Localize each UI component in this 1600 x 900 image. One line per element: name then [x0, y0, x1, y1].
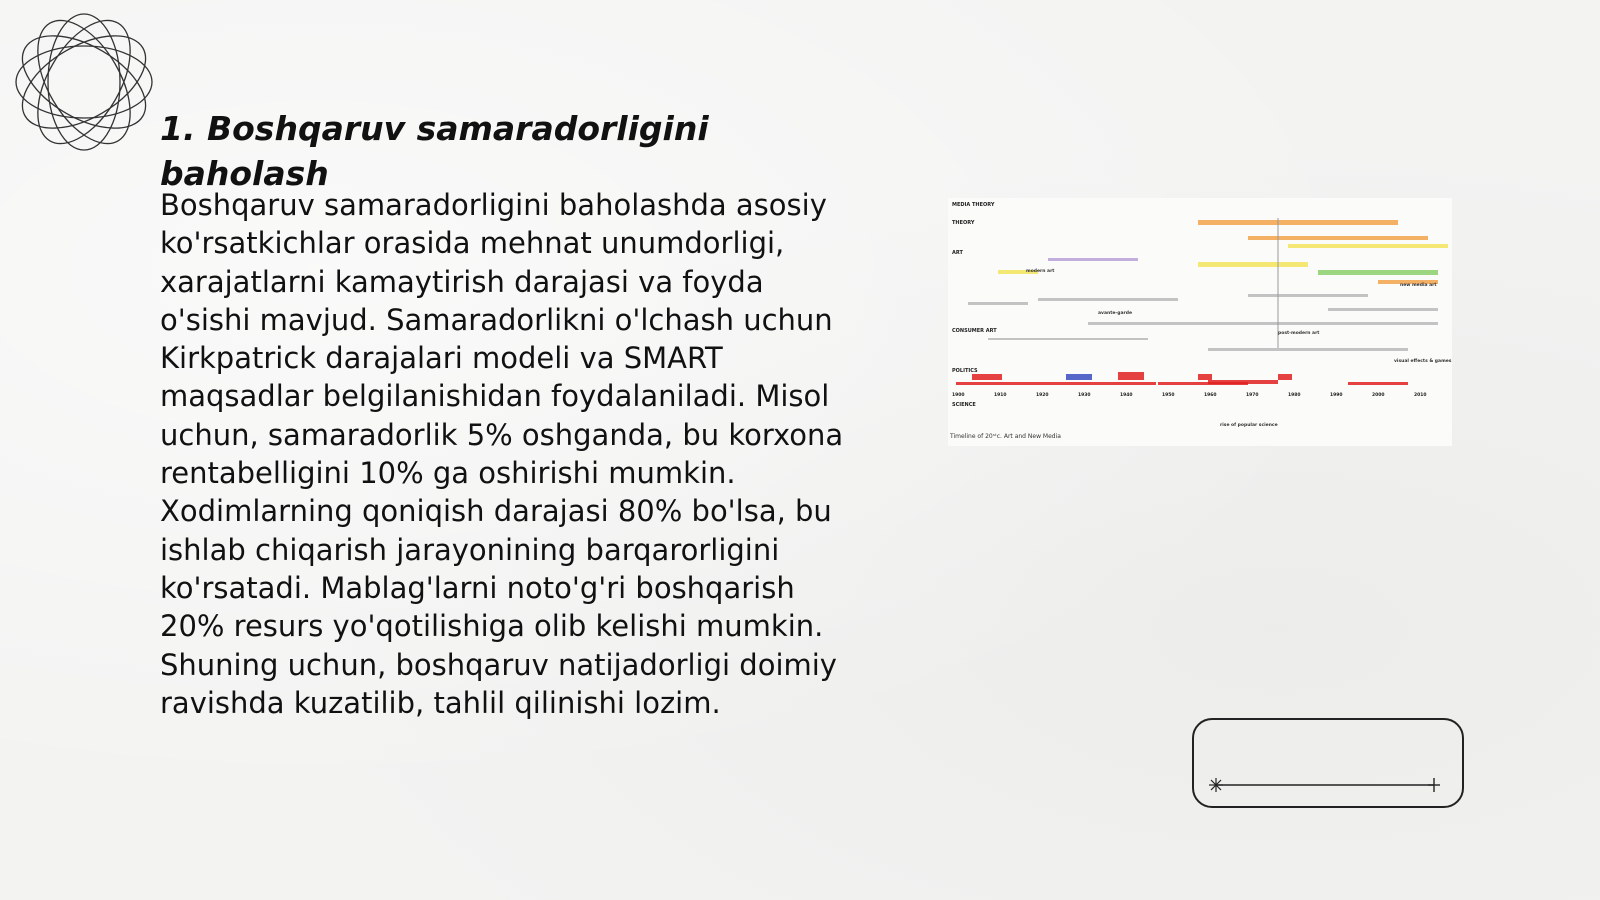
timeline-bar [1198, 220, 1398, 225]
timeline-year: 1920 [1036, 393, 1049, 398]
timeline-year: 1900 [952, 393, 965, 398]
timeline-year: 1990 [1330, 393, 1343, 398]
timeline-category: SCIENCE [952, 402, 976, 408]
timeline-bar [1038, 298, 1178, 301]
timeline-years [952, 392, 1427, 398]
timeline-bar [1288, 244, 1448, 248]
timeline-bar [1318, 270, 1438, 275]
timeline-label: new media art [1400, 283, 1437, 288]
timeline-label: avante-garde [1098, 311, 1133, 316]
timeline-bar [1328, 308, 1438, 311]
timeline-bar [1198, 262, 1308, 267]
timeline-bar [1248, 294, 1368, 297]
timeline-bar [1048, 258, 1138, 261]
sparkle-icon [1209, 778, 1223, 792]
timeline-caption: Timeline of 20ˢᵗc. Art and New Media [950, 433, 1061, 440]
rosette-icon [10, 8, 158, 156]
timeline-bar [1118, 372, 1144, 380]
timeline-year: 1970 [1246, 393, 1259, 398]
timeline-bar [1066, 374, 1092, 380]
timeline-year: 1980 [1288, 393, 1301, 398]
timeline-year: 1940 [1120, 393, 1133, 398]
cross-icon [1428, 778, 1440, 792]
timeline-year: 2010 [1414, 393, 1427, 398]
timeline-bar [968, 302, 1028, 305]
timeline-category: POLITICS [952, 368, 978, 374]
timeline-year: 1930 [1078, 393, 1091, 398]
slide-title: 1. Boshqaruv samaradorligini baholash [160, 109, 709, 193]
timeline-bar [1278, 374, 1292, 380]
timeline-label: visual effects & games [1394, 359, 1452, 364]
decorative-frame [1192, 718, 1464, 808]
timeline-year: 1910 [994, 393, 1007, 398]
body-paragraph: Boshqaruv samaradorligini baholashda asosiy ko'rsatkichlar orasida mehnat unumdorligi, xarajatlarni kamaytirish darajasi va foyda o'sishi mavjud. Samaradorlikni o'lchash uchun Kirkpatrick darajalari modeli va SMART maqsadlar belgilanishidan foydalaniladi. Misol uchun, samaradorlik 5% oshganda, bu korxona rentabelligini 10% ga oshirishi mumkin. Xodimlarning qoniqish darajasi 80% bo'lsa, bu ishlab chiqarish jarayonining barqarorligini ko'rsatadi. Mablag'larni noto'g'ri boshqarish 20% resurs yo'qotilishiga olib kelishi mumkin. Shuning uchun, boshqaruv natijadorligi doimiy ravishda kuzatilib, tahlil qilinishi lozim. [160, 188, 844, 720]
timeline-label: post-modern art [1278, 331, 1320, 336]
decorative-line [1208, 778, 1444, 792]
timeline-graphic [948, 198, 1452, 446]
timeline-bar [1298, 322, 1438, 325]
timeline-label: modern art [1026, 269, 1055, 274]
timeline-bar [972, 374, 1002, 380]
timeline-label: rise of popular science [1220, 423, 1278, 428]
timeline-bar [1088, 322, 1298, 325]
timeline-year: 1960 [1204, 393, 1217, 398]
timeline-bar [1198, 374, 1212, 380]
timeline-bar [1348, 382, 1408, 385]
timeline-category: THEORY [952, 220, 975, 226]
timeline-bar [988, 338, 1148, 340]
timeline-year: 1950 [1162, 393, 1175, 398]
timeline-category: MEDIA THEORY [952, 202, 995, 208]
timeline-bar [1158, 382, 1248, 385]
timeline-bar [1248, 236, 1428, 240]
timeline-bar [1208, 348, 1408, 351]
timeline-bar [956, 382, 1156, 385]
timeline-category: CONSUMER ART [952, 328, 997, 334]
timeline-category: ART [952, 250, 963, 256]
timeline-year: 2000 [1372, 393, 1385, 398]
timeline-image [948, 198, 1452, 446]
